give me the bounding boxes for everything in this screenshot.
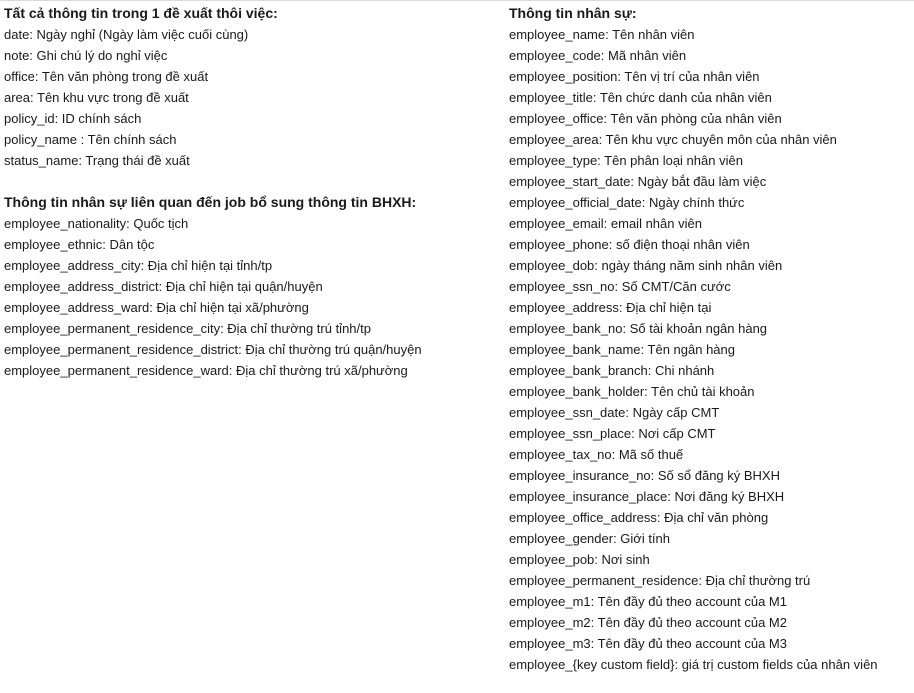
bhxh-field-address-district: employee_address_district: Địa chỉ hiện tại quận/huyện: [4, 279, 323, 294]
employee-field: employee_insurance_no: Số sổ đăng ký BHXH: [509, 468, 780, 483]
employee-field: employee_ssn_date: Ngày cấp CMT: [509, 405, 720, 420]
employee-field: employee_dob: ngày tháng năm sinh nhân viên: [509, 258, 783, 273]
employee-field: employee_email: email nhân viên: [509, 216, 702, 231]
employee-field: employee_official_date: Ngày chính thức: [509, 195, 745, 210]
resignation-field-office: office: Tên văn phòng trong đề xuất: [4, 69, 209, 84]
right-column: [509, 3, 909, 675]
resignation-field-note: note: Ghi chú lý do nghỉ việc: [4, 48, 168, 63]
employee-field: employee_bank_no: Số tài khoản ngân hàng: [509, 321, 768, 336]
bhxh-field-address-ward: employee_address_ward: Địa chỉ hiện tại xã/phường: [4, 300, 309, 315]
employee-field: employee_m3: Tên đầy đủ theo account của M3: [509, 636, 787, 651]
employee-field: employee_gender: Giới tính: [509, 531, 671, 546]
resignation-field-policy-id: policy_id: ID chính sách: [4, 111, 142, 126]
employee-field: employee_{key custom field}: giá trị custom fields của nhân viên: [509, 657, 878, 672]
employee-field: employee_title: Tên chức danh của nhân viên: [509, 90, 772, 105]
employee-field: employee_address: Địa chỉ hiện tại: [509, 300, 712, 315]
employee-field: employee_phone: số điện thoại nhân viên: [509, 237, 750, 252]
employee-field: employee_start_date: Ngày bắt đầu làm việc: [509, 174, 767, 189]
employee-field: employee_m2: Tên đầy đủ theo account của M2: [509, 615, 787, 630]
left-column: [4, 3, 494, 381]
employee-field: employee_ssn_place: Nơi cấp CMT: [509, 426, 716, 441]
bhxh-field-permanent-ward: employee_permanent_residence_ward: Địa chỉ thường trú xã/phường: [4, 363, 408, 378]
resignation-field-status-name: status_name: Trạng thái đề xuất: [4, 153, 190, 168]
employee-field: employee_bank_name: Tên ngân hàng: [509, 342, 735, 357]
resignation-field-area: area: Tên khu vực trong đề xuất: [4, 90, 189, 105]
top-border: [0, 0, 914, 1]
employee-field: employee_pob: Nơi sinh: [509, 552, 650, 567]
employee-field: employee_office: Tên văn phòng của nhân viên: [509, 111, 782, 126]
employee-info-heading: Thông tin nhân sự:: [509, 5, 637, 21]
bhxh-field-permanent-city: employee_permanent_residence_city: Địa chỉ thường trú tỉnh/tp: [4, 321, 371, 336]
employee-field: employee_office_address: Địa chỉ văn phòng: [509, 510, 769, 525]
bhxh-field-nationality: employee_nationality: Quốc tịch: [4, 216, 189, 231]
employee-field: employee_type: Tên phân loại nhân viên: [509, 153, 743, 168]
resignation-info-heading: Tất cả thông tin trong 1 đề xuất thôi việc:: [4, 5, 278, 21]
bhxh-field-permanent-district: employee_permanent_residence_district: Địa chỉ thường trú quận/huyện: [4, 342, 422, 357]
employee-field: employee_ssn_no: Số CMT/Căn cước: [509, 279, 731, 294]
employee-field: employee_permanent_residence: Địa chỉ thường trú: [509, 573, 811, 588]
employee-field: employee_area: Tên khu vực chuyên môn của nhân viên: [509, 132, 837, 147]
employee-field: employee_code: Mã nhân viên: [509, 48, 687, 63]
employee-field: employee_tax_no: Mã số thuế: [509, 447, 684, 462]
bhxh-info-heading: Thông tin nhân sự liên quan đến job bổ sung thông tin BHXH:: [4, 194, 417, 210]
employee-field: employee_bank_holder: Tên chủ tài khoản: [509, 384, 755, 399]
resignation-field-policy-name: policy_name : Tên chính sách: [4, 132, 177, 147]
bhxh-field-ethnic: employee_ethnic: Dân tộc: [4, 237, 155, 252]
bhxh-field-address-city: employee_address_city: Địa chỉ hiện tại tỉnh/tp: [4, 258, 273, 273]
employee-field: employee_insurance_place: Nơi đăng ký BHXH: [509, 489, 785, 504]
employee-field: employee_bank_branch: Chi nhánh: [509, 363, 715, 378]
employee-field: employee_m1: Tên đầy đủ theo account của M1: [509, 594, 787, 609]
section-spacer: [4, 171, 494, 192]
employee-field: employee_name: Tên nhân viên: [509, 27, 695, 42]
employee-field: employee_position: Tên vị trí của nhân viên: [509, 69, 760, 84]
resignation-field-date: date: Ngày nghỉ (Ngày làm việc cuối cùng): [4, 27, 249, 42]
